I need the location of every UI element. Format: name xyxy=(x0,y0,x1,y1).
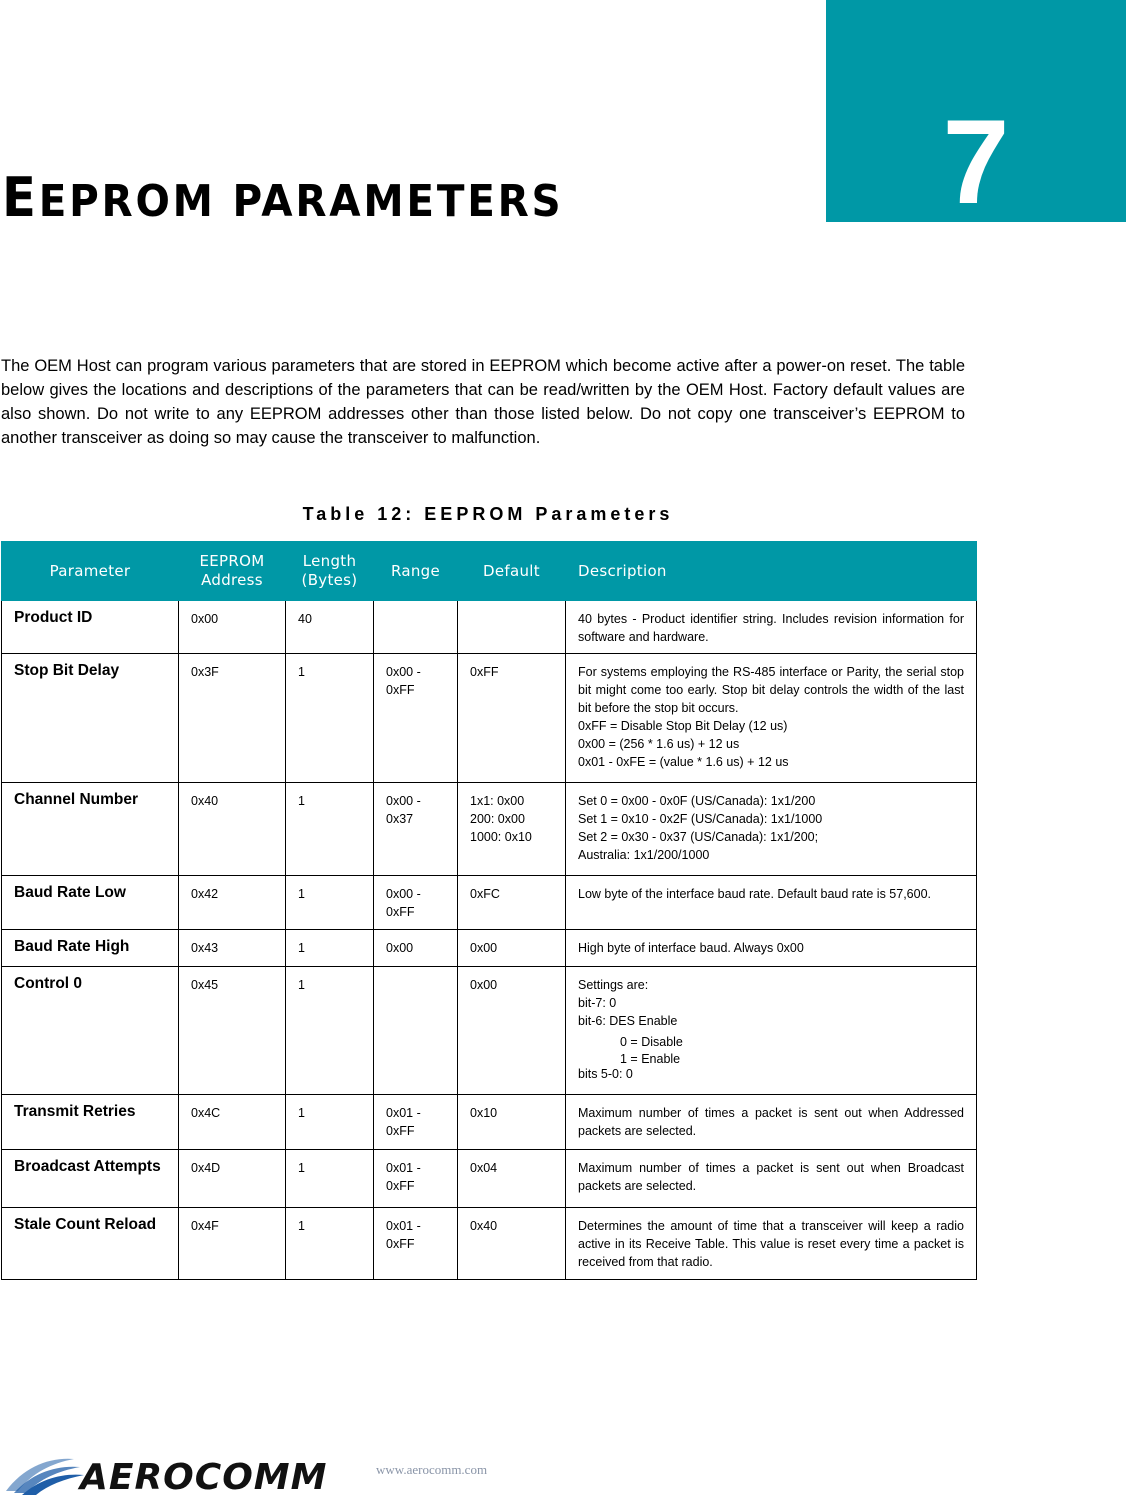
cell-length: 1 xyxy=(286,1150,374,1208)
table-caption: Table 12: EEPROM Parameters xyxy=(302,504,674,524)
cell-address: 0x4F xyxy=(179,1208,286,1280)
logo-wordmark: AEROCOMM xyxy=(80,1457,328,1497)
page-title-tail: ARAMETERS xyxy=(261,176,564,227)
description-line: Set 1 = 0x10 - 0x2F (US/Canada): 1x1/1000 xyxy=(578,812,823,826)
description-indent-line: 0 = Disable xyxy=(620,1035,683,1049)
description-line: Set 2 = 0x30 - 0x37 (US/Canada): 1x1/200; xyxy=(578,830,819,844)
table-row xyxy=(2,930,977,967)
default-line: 1x1: 0x00 xyxy=(470,794,525,808)
description-indent-line: 1 = Enable xyxy=(620,1052,681,1066)
header-parameter: Parameter xyxy=(2,542,179,601)
cell-default xyxy=(458,601,566,654)
table-row xyxy=(2,601,977,654)
cell-range: 0x00 - 0xFF xyxy=(374,876,458,930)
description-line: 0xFF = Disable Stop Bit Delay (12 us) xyxy=(578,719,788,733)
cell-parameter: Transmit Retries xyxy=(2,1095,179,1150)
cell-address: 0x00 xyxy=(179,601,286,654)
header-description: Description xyxy=(566,542,977,601)
cell-description: Maximum number of times a packet is sent out when Addressed packets are selected. xyxy=(566,1095,977,1150)
default-line: 200: 0x00 xyxy=(470,812,525,826)
chapter-tab xyxy=(826,0,1126,229)
default-line: 1000: 0x10 xyxy=(470,830,532,844)
description-line: For systems employing the RS-485 interface or Parity, the serial stop bit might come too early. Stop bit delay controls the width of the last bit before the stop bit occurs. xyxy=(578,665,964,715)
cell-description xyxy=(566,654,977,783)
cell-parameter: Baud Rate High xyxy=(2,930,179,967)
cell-range xyxy=(374,967,458,1095)
cell-parameter: Product ID xyxy=(2,601,179,654)
header-range: Range xyxy=(374,542,458,601)
table-row xyxy=(2,876,977,930)
description-line: Australia: 1x1/200/1000 xyxy=(578,848,710,862)
header-length: Length (Bytes) xyxy=(286,542,374,601)
intro-paragraph: The OEM Host can program various parameters that are stored in EEPROM which become active after a power-on reset. The table below gives the locations and descriptions of the parameters that can be read/written by the OEM Host. Factory default values are also shown. Do not write to any EEPROM addresses other than those listed below. Do not copy one transceiver’s EEPROM to another transceiver as doing so may cause the transceiver to malfunction. xyxy=(1,357,965,447)
cell-address: 0x45 xyxy=(179,967,286,1095)
cell-range: 0x01 - 0xFF xyxy=(374,1095,458,1150)
cell-default: 0x00 xyxy=(458,930,566,967)
cell-range: 0x00 - 0xFF xyxy=(374,654,458,783)
description-line: 0x01 - 0xFE = (value * 1.6 us) + 12 us xyxy=(578,755,789,769)
cell-default: 0x40 xyxy=(458,1208,566,1280)
cell-description: High byte of interface baud. Always 0x00 xyxy=(566,930,977,967)
description-line: bit-6: DES Enable xyxy=(578,1014,678,1028)
description-line: Settings are: xyxy=(578,978,649,992)
cell-length: 1 xyxy=(286,1208,374,1280)
cell-length: 1 xyxy=(286,930,374,967)
cell-length: 1 xyxy=(286,654,374,783)
cell-parameter: Stop Bit Delay xyxy=(2,654,179,783)
cell-parameter: Stale Count Reload xyxy=(2,1208,179,1280)
cell-parameter: Baud Rate Low xyxy=(2,876,179,930)
cell-length: 1 xyxy=(286,967,374,1095)
cell-range: 0x01 - 0xFF xyxy=(374,1150,458,1208)
table-row xyxy=(2,783,977,876)
cell-parameter: Control 0 xyxy=(2,967,179,1095)
cell-range: 0x00 xyxy=(374,930,458,967)
footer-url[interactable]: www.aerocomm.com xyxy=(376,1462,488,1477)
cell-default: 0x04 xyxy=(458,1150,566,1208)
page-title-initial: E xyxy=(2,166,39,229)
table-row xyxy=(2,654,977,783)
cell-default: 0xFC xyxy=(458,876,566,930)
description-line: 0x00 = (256 * 1.6 us) + 12 us xyxy=(578,737,740,751)
eeprom-parameters-table xyxy=(1,541,977,1280)
page-title-rest: EPROM P xyxy=(38,176,262,227)
logo-swoosh-icon xyxy=(6,1459,84,1495)
cell-length: 40 xyxy=(286,601,374,654)
cell-description xyxy=(566,967,977,1095)
cell-default: 0x00 xyxy=(458,967,566,1095)
cell-description: Determines the amount of time that a transceiver will keep a radio active in its Receive Table. This value is reset every time a packet is received from that radio. xyxy=(566,1208,977,1280)
header-default: Default xyxy=(458,542,566,601)
table-row xyxy=(2,1208,977,1280)
cell-length: 1 xyxy=(286,783,374,876)
description-line: bits 5-0: 0 xyxy=(578,1067,633,1081)
cell-address: 0x40 xyxy=(179,783,286,876)
cell-address: 0x4D xyxy=(179,1150,286,1208)
cell-description xyxy=(566,783,977,876)
cell-range: 0x01 - 0xFF xyxy=(374,1208,458,1280)
header-address: EEPROM Address xyxy=(179,542,286,601)
cell-parameter: Broadcast Attempts xyxy=(2,1150,179,1208)
cell-address: 0x3F xyxy=(179,654,286,783)
table-row xyxy=(2,1150,977,1208)
cell-length: 1 xyxy=(286,876,374,930)
table-header-row xyxy=(2,542,977,601)
table-row xyxy=(2,1095,977,1150)
cell-range xyxy=(374,601,458,654)
cell-parameter: Channel Number xyxy=(2,783,179,876)
cell-length: 1 xyxy=(286,1095,374,1150)
cell-description: Maximum number of times a packet is sent out when Broadcast packets are selected. xyxy=(566,1150,977,1208)
cell-address: 0x43 xyxy=(179,930,286,967)
table-row xyxy=(2,967,977,1095)
cell-description: 40 bytes - Product identifier string. Includes revision information for software and hardware. xyxy=(566,601,977,654)
description-line: Set 0 = 0x00 - 0x0F (US/Canada): 1x1/200 xyxy=(578,794,816,808)
cell-default: 0xFF xyxy=(458,654,566,783)
cell-address: 0x4C xyxy=(179,1095,286,1150)
cell-default: 0x10 xyxy=(458,1095,566,1150)
aerocomm-logo xyxy=(4,1447,366,1497)
cell-description: Low byte of the interface baud rate. Default baud rate is 57,600. xyxy=(566,876,977,930)
page-title xyxy=(2,166,563,229)
cell-range: 0x00 - 0x37 xyxy=(374,783,458,876)
cell-default xyxy=(458,783,566,876)
cell-address: 0x42 xyxy=(179,876,286,930)
chapter-number: 7 xyxy=(942,95,1010,229)
description-line: bit-7: 0 xyxy=(578,996,617,1010)
